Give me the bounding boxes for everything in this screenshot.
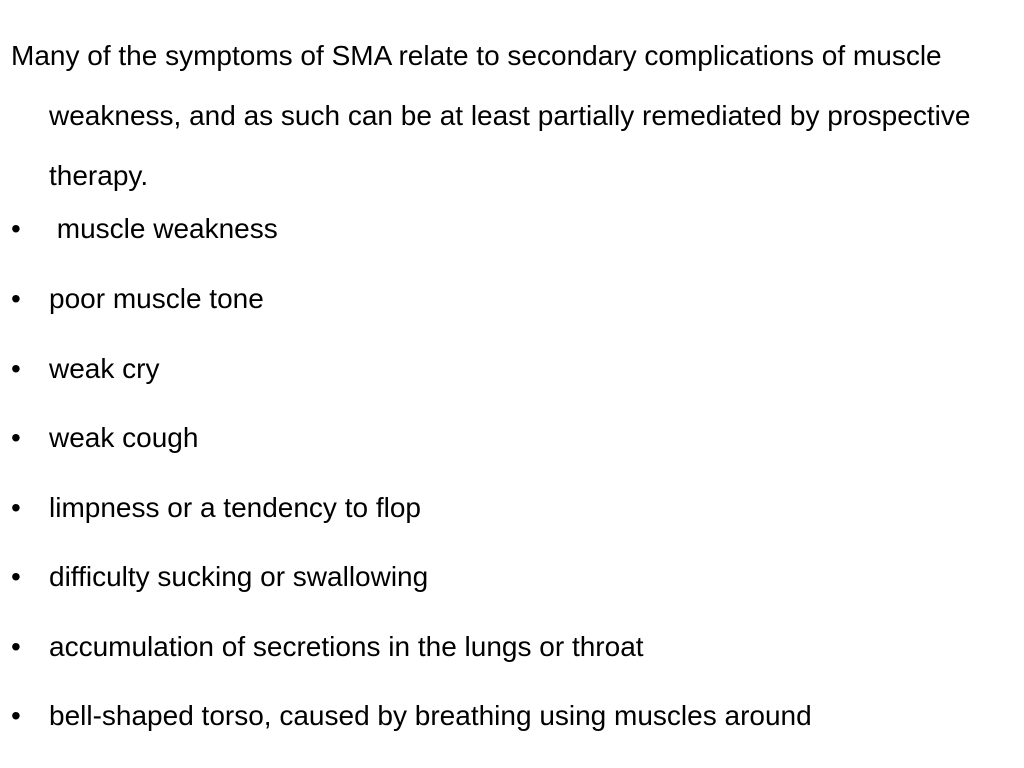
list-item	[11, 424, 1011, 464]
list-item-text: accumulation of secretions in the lungs or throat	[49, 631, 644, 662]
bullet-icon: •	[11, 700, 21, 731]
bullet-icon: •	[11, 353, 21, 384]
bullet-icon: •	[11, 492, 21, 523]
bullet-icon: •	[11, 213, 21, 244]
list-item	[11, 285, 1011, 325]
list-item	[11, 494, 1011, 534]
list-item-text: poor muscle tone	[49, 283, 264, 314]
list-item-text: limpness or a tendency to flop	[49, 492, 421, 523]
bullet-icon: •	[11, 283, 21, 314]
list-item	[11, 563, 1011, 603]
bullet-icon: •	[11, 631, 21, 662]
bullet-icon: •	[11, 561, 21, 592]
list-item-text: weak cough	[49, 422, 199, 453]
intro-paragraph: Many of the symptoms of SMA relate to secondary complications of muscle weakness, and as such can be at least partially remediated by prospective therapy.	[11, 40, 971, 191]
list-item	[11, 355, 1011, 395]
list-item-text: weak cry	[49, 353, 160, 384]
list-item-text: difficulty sucking or swallowing	[49, 561, 429, 592]
list-item	[11, 702, 1011, 742]
list-item	[11, 215, 1011, 255]
list-item-text: bell-shaped torso, caused by breathing using muscles around	[49, 700, 812, 731]
list-item-text: muscle weakness	[49, 213, 278, 244]
list-item	[11, 633, 1011, 673]
bullet-icon: •	[11, 422, 21, 453]
